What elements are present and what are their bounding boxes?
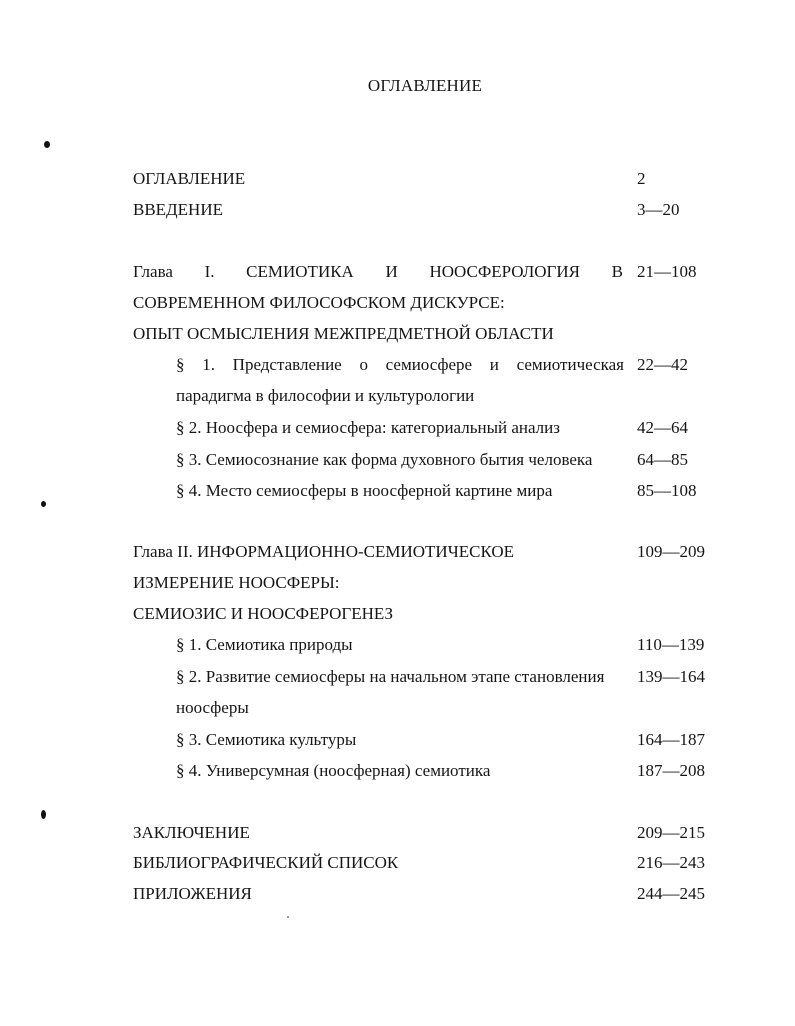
section-entry-cont [0,698,795,720]
section-title: § 2. Ноосфера и семиосфера: категориальный анализ [176,418,560,437]
chapter-1-heading [0,262,795,284]
chapter-2-title-line-2: ИЗМЕРЕНИЕ НООСФЕРЫ: [133,573,340,592]
scan-speck [41,501,46,507]
section-entry [0,667,795,689]
chapter-1-heading-cont [0,293,795,315]
chapter-2-heading-cont [0,604,795,626]
section-entry [0,481,795,503]
toc-entry [0,823,795,845]
toc-entry-pages: 2 [637,169,646,188]
chapter-2-heading [0,542,795,564]
toc-entry-pages: 209—215 [637,823,705,842]
toc-entry-pages: 216—243 [637,853,705,872]
chapter-1-title-line-1: Глава I. СЕМИОТИКА И НООСФЕРОЛОГИЯ В [133,262,623,281]
section-title: § 1. Семиотика природы [176,635,353,654]
toc-entry-pages: 244—245 [637,884,705,903]
toc-entry-label: ОГЛАВЛЕНИЕ [133,169,246,188]
toc-entry [0,853,795,875]
toc-entry-label: ВВЕДЕНИЕ [133,200,223,219]
chapter-2-pages: 109—209 [637,542,705,561]
section-entry [0,450,795,472]
toc-entry [0,200,795,222]
section-pages: 164—187 [637,730,705,749]
section-title: § 3. Семиосознание как форма духовного бытия человека [176,450,593,469]
chapter-1-title-line-2: СОВРЕМЕННОМ ФИЛОСОФСКОМ ДИСКУРСЕ: [133,293,505,312]
section-title-cont: ноосферы [176,698,249,717]
section-pages: 85—108 [637,481,697,500]
toc-entry [0,884,795,906]
chapter-1-pages: 21—108 [637,262,697,281]
scan-speck [41,810,46,819]
section-title: § 2. Развитие семиосферы на начальном этапе становления [176,667,605,686]
scan-speck [44,141,50,148]
chapter-2-heading-cont [0,573,795,595]
toc-entry-label: ЗАКЛЮЧЕНИЕ [133,823,250,842]
scan-speck [287,916,289,918]
chapter-2-title-line-3: СЕМИОЗИС И НООСФЕРОГЕНЕЗ [133,604,394,623]
section-pages: 139—164 [637,667,705,686]
toc-entry-label: БИБЛИОГРАФИЧЕСКИЙ СПИСОК [133,853,399,872]
section-entry [0,635,795,657]
section-title: § 3. Семиотика культуры [176,730,357,749]
section-entry [0,418,795,440]
section-entry [0,355,795,377]
toc-entry-label: ПРИЛОЖЕНИЯ [133,884,252,903]
toc-entry [0,169,795,191]
section-entry [0,761,795,783]
chapter-2-title-line-1: Глава II. ИНФОРМАЦИОННО-СЕМИОТИЧЕСКОЕ [133,542,515,561]
chapter-1-heading-cont [0,324,795,346]
section-title: § 1. Представление о семиосфере и семиотическая [176,355,624,374]
section-pages: 187—208 [637,761,705,780]
section-pages: 22—42 [637,355,688,374]
toc-entry-pages: 3—20 [637,200,680,219]
section-entry [0,730,795,752]
section-title: § 4. Место семиосферы в ноосферной картине мира [176,481,553,500]
section-title-cont: парадигма в философии и культурологии [176,386,475,405]
section-pages: 64—85 [637,450,688,469]
page-title: ОГЛАВЛЕНИЕ [367,76,483,95]
section-entry-cont [0,386,795,408]
section-title: § 4. Универсумная (ноосферная) семиотика [176,761,491,780]
section-pages: 110—139 [637,635,705,654]
section-pages: 42—64 [637,418,688,437]
chapter-1-title-line-3: ОПЫТ ОСМЫСЛЕНИЯ МЕЖПРЕДМЕТНОЙ ОБЛАСТИ [133,324,554,343]
